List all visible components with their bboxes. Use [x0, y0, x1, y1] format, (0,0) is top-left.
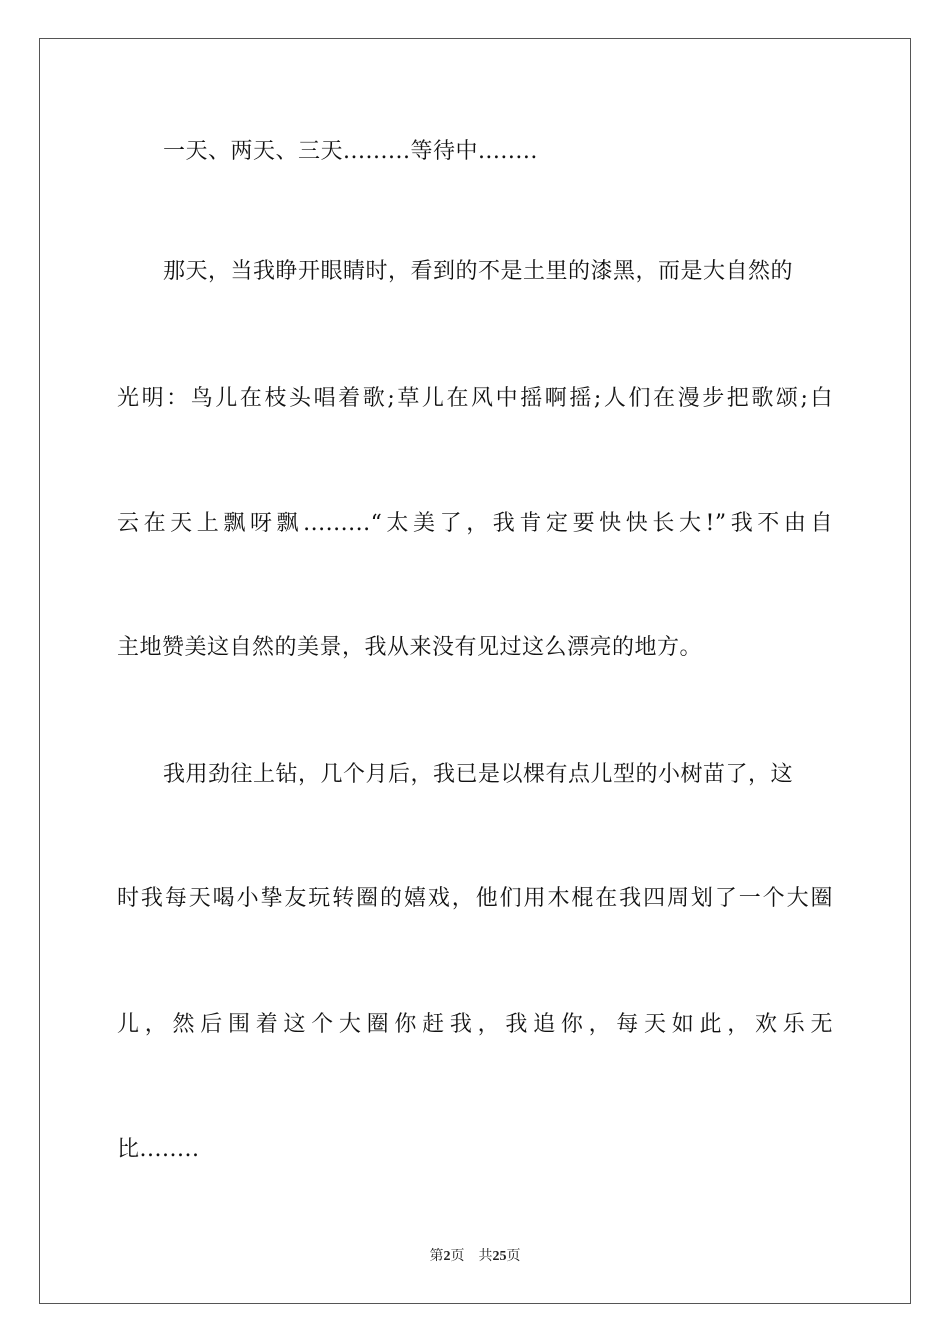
paragraph-3-line-4: 比........: [117, 1137, 200, 1162]
page-border: [39, 38, 911, 1304]
page-total: 25: [492, 1249, 507, 1264]
page-prefix: 第: [429, 1248, 444, 1264]
paragraph-2-line-3: 云在天上飘呀飘.........“太美了，我肯定要快快长大!”我不由自: [117, 511, 833, 536]
paragraph-1-line-1: 一天、两天、三天.........等待中........: [163, 139, 538, 164]
total-suffix: 页: [506, 1248, 521, 1264]
total-prefix: 共: [478, 1248, 493, 1264]
paragraph-2-line-4: 主地赞美这自然的美景，我从来没有见过这么漂亮的地方。: [117, 635, 703, 660]
paragraph-3-line-2: 时我每天喝小挚友玩转圈的嬉戏，他们用木棍在我四周划了一个大圈: [117, 886, 833, 911]
page-current: 2: [443, 1249, 451, 1264]
page-suffix: 页: [450, 1248, 465, 1264]
paragraph-2-line-1: 那天，当我睁开眼睛时，看到的不是土里的漆黑，而是大自然的: [163, 259, 794, 284]
paragraph-2-line-2: 光明：鸟儿在枝头唱着歌;草儿在风中摇啊摇;人们在漫步把歌颂;白: [117, 386, 833, 411]
paragraph-3-line-1: 我用劲往上钻，几个月后，我已是以棵有点儿型的小树苗了，这: [163, 762, 794, 787]
page-number-footer: [0, 1247, 950, 1266]
paragraph-3-line-3: 儿，然后围着这个大圈你赶我，我追你，每天如此，欢乐无: [117, 1012, 833, 1037]
